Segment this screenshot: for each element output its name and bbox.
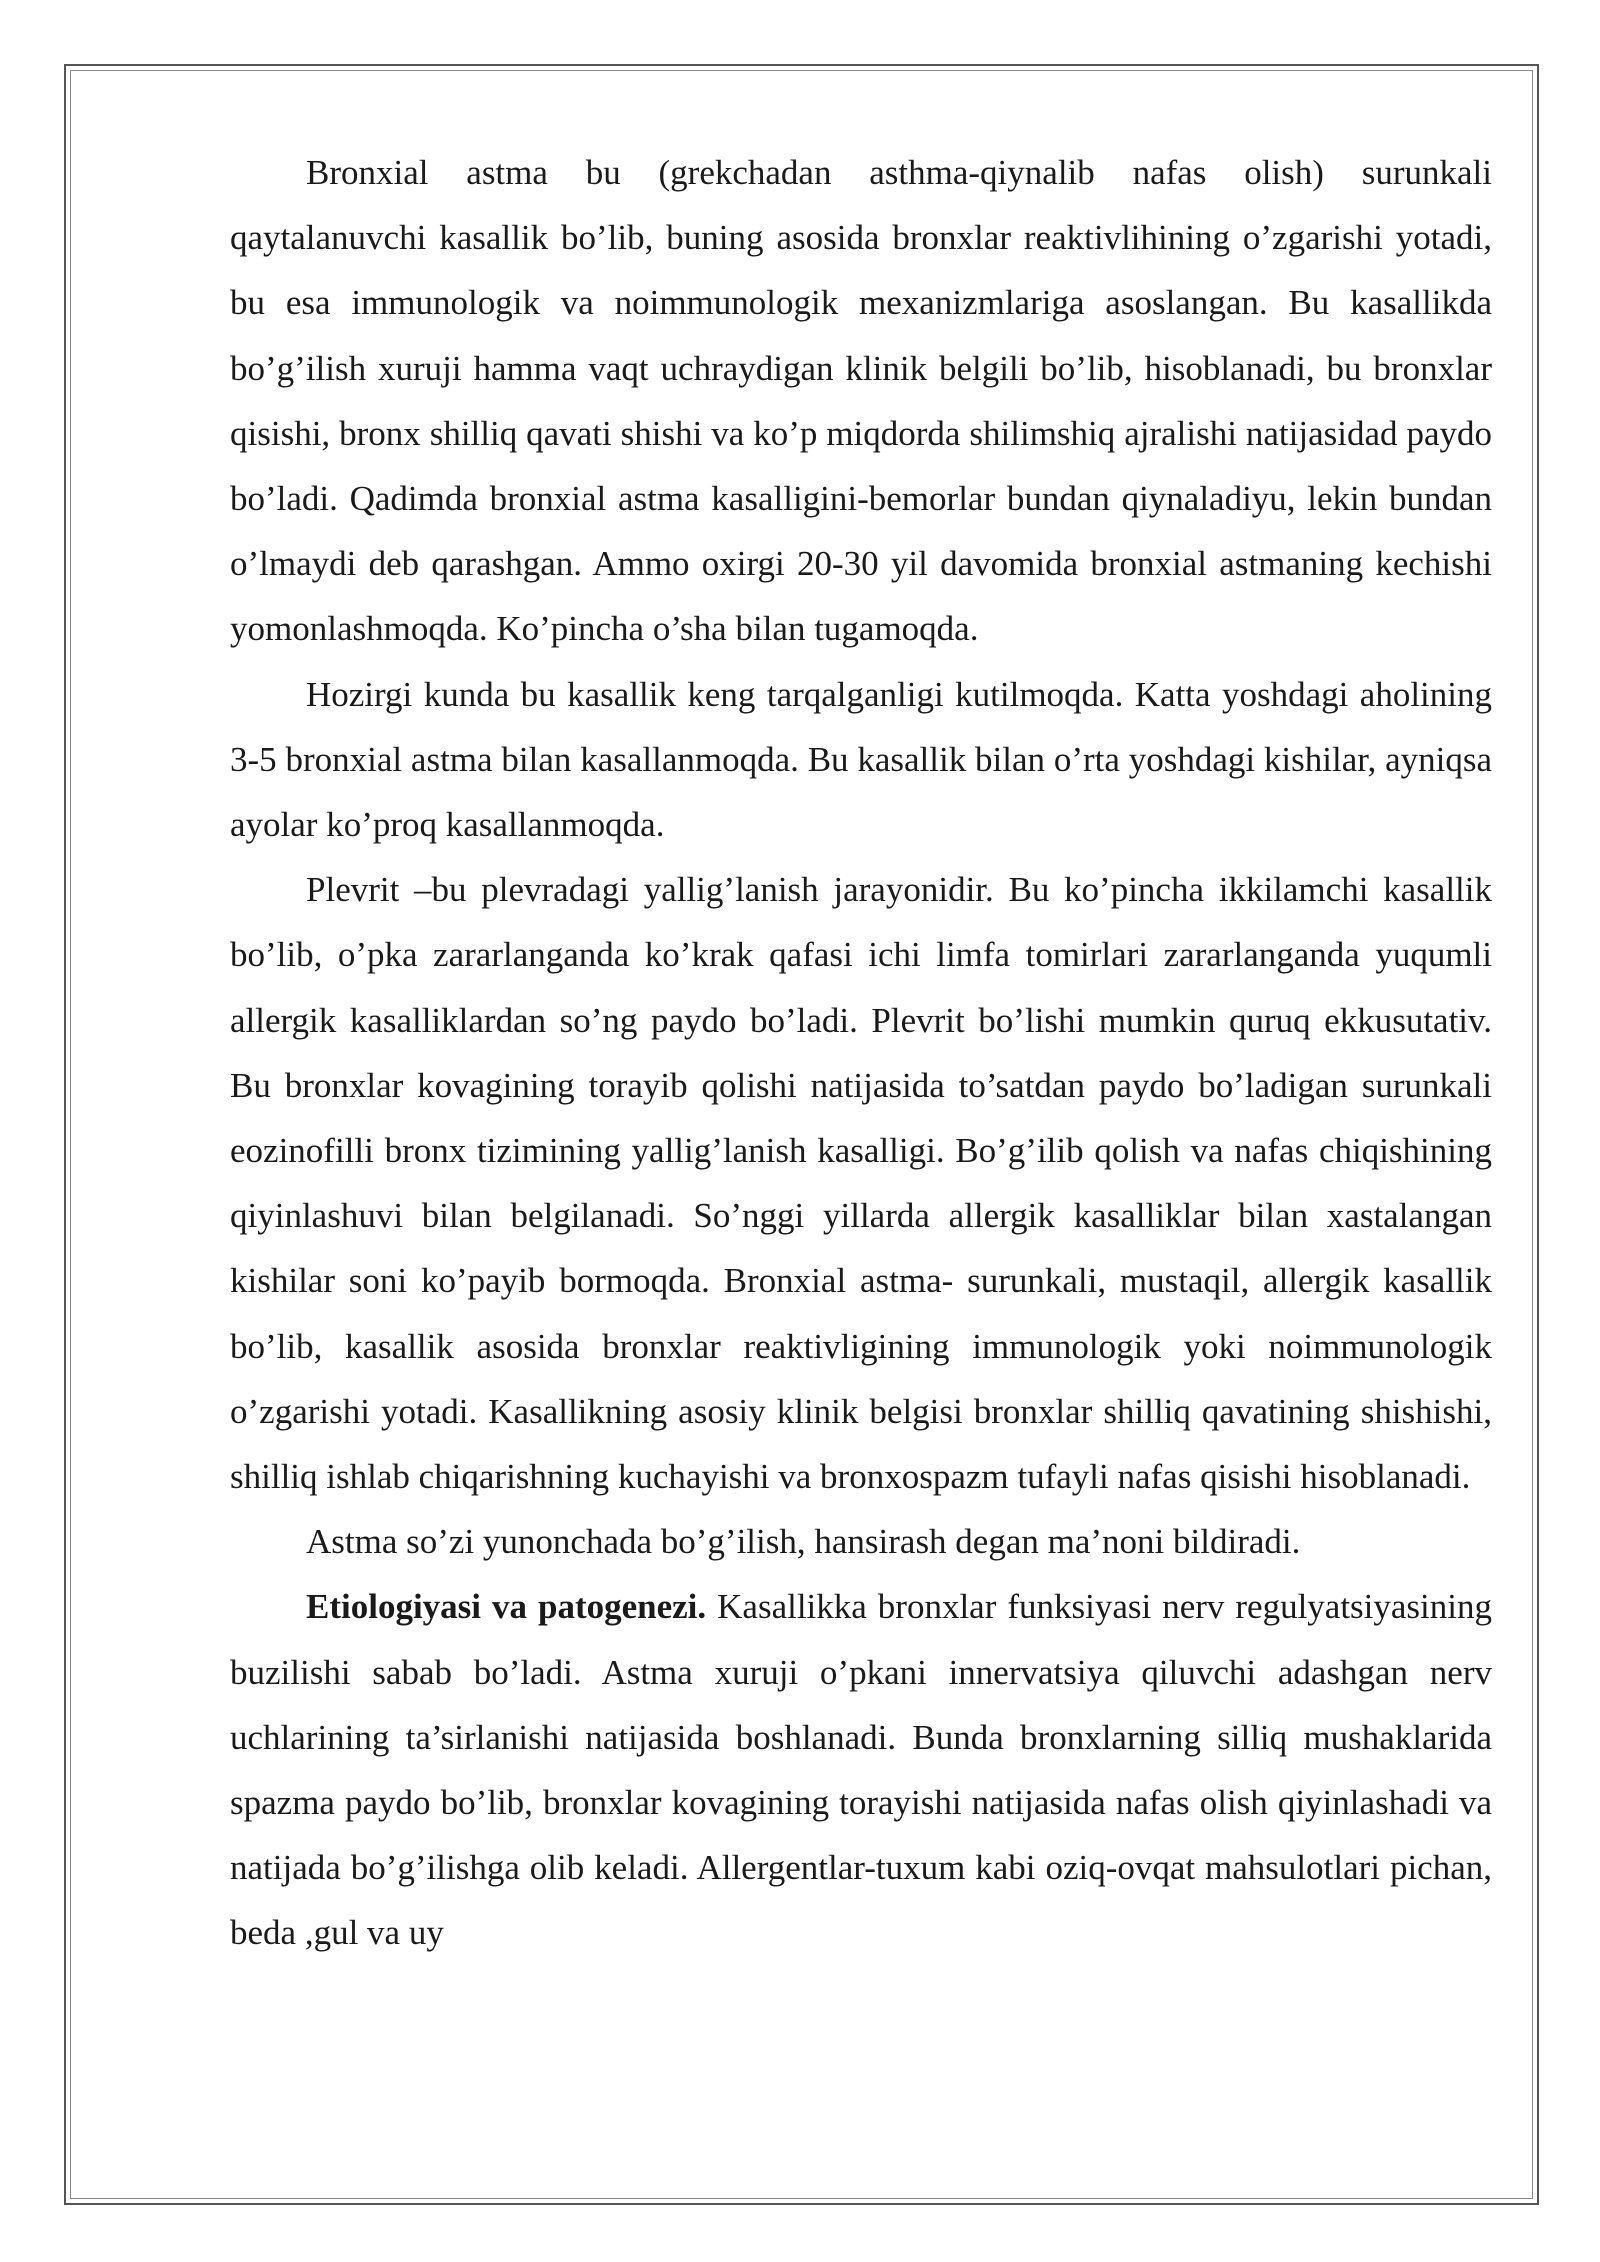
document-body: [230, 140, 1492, 1966]
paragraph-bronchial-asthma: Bronxial astma bu (grekchadan asthma-qiynalib nafas olish) surunkali qaytalanuvchi kasallik bo’lib, buning asosida bronxlar reaktivlihining o’zgarishi yotadi, bu esa immunologik va noimmunologik mexanizmlariga asoslangan. Bu kasallikda bo’g’ilish xuruji hamma vaqt uchraydigan klinik belgili bo’lib, hisoblanadi, bu bronxlar qisishi, bronx shilliq qavati shishi va ko’p miqdorda shilimshiq ajralishi natijasidad paydo bo’ladi. Qadimda bronxial astma kasalligini-bemorlar bundan qiynaladiyu, lekin bundan o’lmaydi deb qarashgan. Ammo oxirgi 20-30 yil davomida bronxial astmaning kechishi yomonlashmoqda. Ko’pincha o’sha bilan tugamoqda.: [230, 153, 1492, 649]
section-heading-etiology: Etiologiyasi va patogenezi.: [306, 1587, 707, 1627]
paragraph-pleurisy: Plevrit –bu plevradagi yallig’lanish jarayonidir. Bu ko’pincha ikkilamchi kasallik bo’lib, o’pka zararlanganda ko’krak qafasi ichi limfa tomirlari zararlanganda yuqumli allergik kasalliklardan so’ng paydo bo’ladi. Plevrit bo’lishi mumkin quruq ekkusutativ. Bu bronxlar kovagining torayib qolishi natijasida to’satdan paydo bo’ladigan surunkali eozinofilli bronx tizimining yallig’lanish kasalligi. Bo’g’ilib qolish va nafas chiqishining qiyinlashuvi bilan belgilanadi. So’nggi yillarda allergik kasalliklar bilan xastalangan kishilar soni ko’payib bormoqda. Bronxial astma- surunkali, mustaqil, allergik kasallik bo’lib, kasallik asosida bronxlar reaktivligining immunologik yoki noimmunologik o’zgarishi yotadi. Kasallikning asosiy klinik belgisi bronxlar shilliq qavatining shishishi, shilliq ishlab chiqarishning kuchayishi va bronxospazm tufayli nafas qisishi hisoblanadi.: [230, 870, 1492, 1497]
paragraph-etiology: [230, 1574, 1492, 1965]
paragraph-etiology-text: Kasallikka bronxlar funksiyasi nerv regulyatsiyasining buzilishi sabab bo’ladi. Astma xuruji o’pkani innervatsiya qiluvchi adashgan nerv uchlarining ta’sirlanishi natijasida boshlanadi. Bunda bronxlarning silliq mushaklarida spazma paydo bo’lib, bronxlar kovagining torayishi natijasida nafas olish qiyinlashadi va natijada bo’g’ilishga olib keladi. Allergentlar-tuxum kabi oziq-ovqat mahsulotlari pichan, beda ,gul va uy: [230, 1587, 1492, 1953]
paragraph-asthma-word: Astma so’zi yunonchada bo’g’ilish, hansirash degan ma’noni bildiradi.: [306, 1522, 1301, 1562]
paragraph-prevalence: Hozirgi kunda bu kasallik keng tarqalganligi kutilmoqda. Katta yoshdagi aholining 3-5 bronxial astma bilan kasallanmoqda. Bu kasallik bilan o’rta yoshdagi kishilar, ayniqsa ayolar ko’proq kasallanmoqda.: [230, 674, 1492, 845]
